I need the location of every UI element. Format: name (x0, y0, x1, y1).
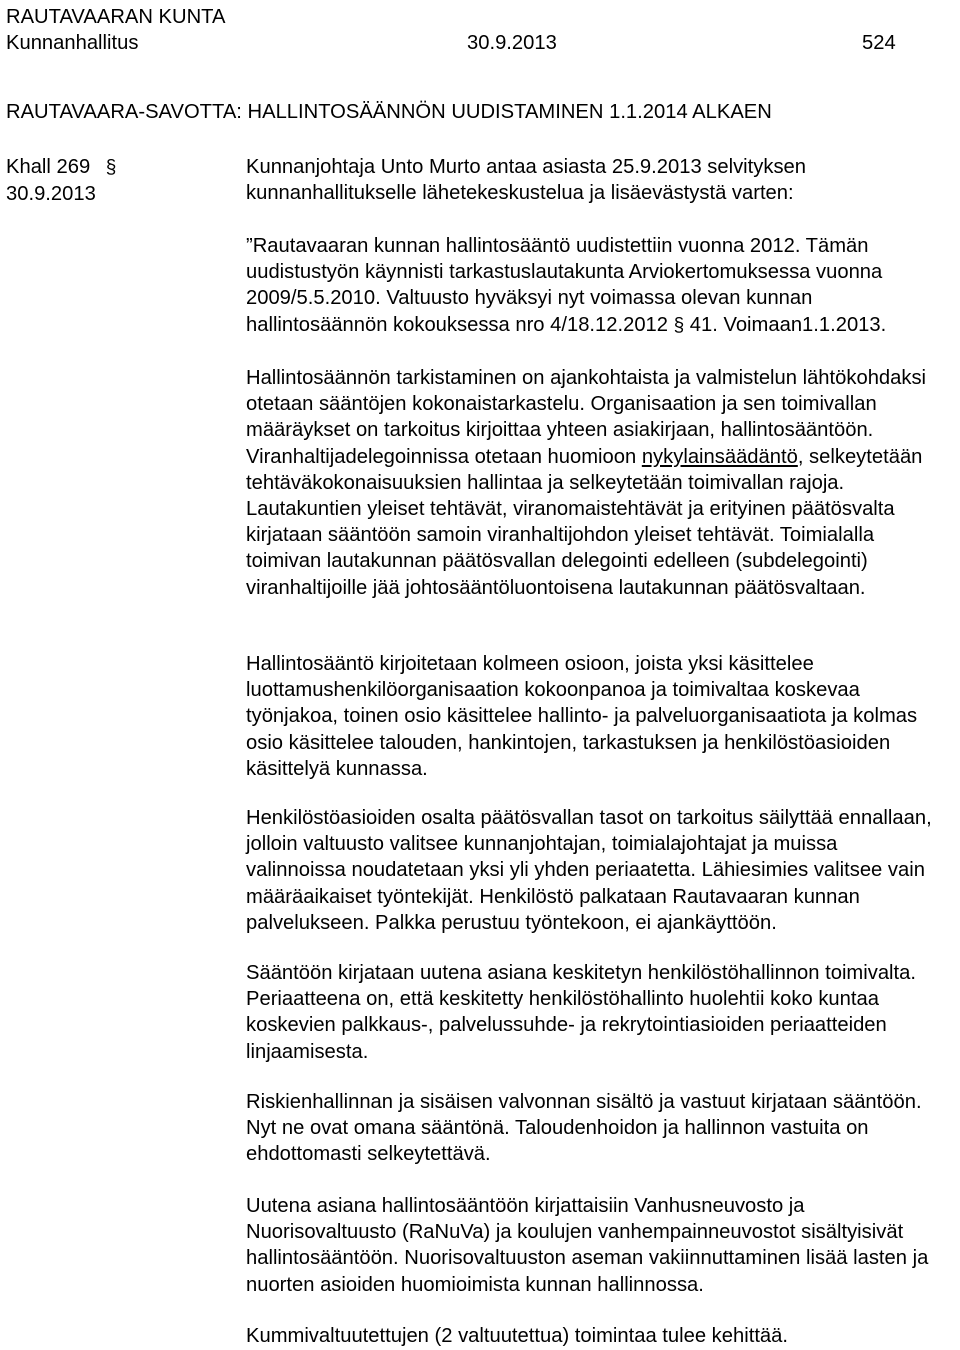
paragraph-1-main: ”Rautavaaran kunnan hallintosääntö uudistettiin vuonna 2012. Tämän uudistustyön käynnisti tarkastuslautakunta Arviokertomuksessa vuonna 2009/5.5.2010. Valtuusto hyväksyi nyt voimassa olevan kunnan hallintosäännön kokouksessa nro 4/18.12.2012 (246, 235, 883, 336)
paragraph-5-text: Sääntöön kirjataan uutena asiana keskitetyn henkilöstöhallinnon toimivalta. Periaatteena on, että keskitetty henkilöstöhallinto huolehtii koko kuntaa koskevien palkkaus-, palvelussuhde- ja rekrytointiasioiden periaatteiden linjaamisesta. (246, 962, 916, 1063)
paragraph-6 (246, 1089, 936, 1168)
paragraph-8 (246, 1323, 936, 1349)
org-name: RAUTAVAARAN KUNTA (6, 6, 226, 28)
item-date: 30.9.2013 (6, 183, 96, 205)
lead-paragraph: Kunnanjohtaja Unto Murto antaa asiasta 25.9.2013 selvityksen kunnanhallitukselle lähetekeskustelua ja lisäevästystä varten: (246, 156, 807, 204)
paragraph-1-text (246, 233, 936, 339)
paragraph-4 (246, 805, 936, 936)
paragraph-2-end: , selkeytetään tehtäväkokonaisuuksien hallintaa ja selkeytetään toimivallan rajoja. Lautakuntien yleiset tehtävät, viranomaistehtävät ja erityinen päätösvalta kirjataan sääntöön samoin viranhaltijohdon yleiset tehtävät. Toimialalla toimivan lautakunnan päätösvallan delegointi edelleen (subdelegointi) viranhaltijoille jää johtosääntöluontoisena lautakunnan päätösvaltaan. (246, 445, 923, 599)
paragraph-1-section-sign: § (673, 314, 685, 336)
paragraph-3 (246, 651, 936, 782)
paragraph-7 (246, 1193, 936, 1298)
item-ref-line (6, 154, 116, 181)
document-title: RAUTAVAARA-SAVOTTA: HALLINTOSÄÄNNÖN UUDISTAMINEN 1.1.2014 ALKAEN (6, 101, 772, 123)
page-number: 524 (862, 32, 896, 54)
paragraph-6-text: Riskienhallinnan ja sisäisen valvonnan sisältö ja vastuut kirjataan sääntöön. Nyt ne ovat omana sääntönä. Taloudenhoidon ja hallinnon vastuita on ehdottomasti selkeytettävä. (246, 1091, 922, 1166)
body-name: Kunnanhallitus (6, 32, 139, 54)
legislation-link[interactable]: nykylainsäädäntö (641, 445, 798, 468)
paragraph-1 (246, 233, 936, 339)
paragraph-5 (246, 960, 936, 1065)
header-date: 30.9.2013 (467, 32, 557, 54)
paragraph-7-text: Uutena asiana hallintosääntöön kirjattaisiin Vanhusneuvosto ja Nuorisovaltuusto (RaNuVa) ja koulujen vanhempainneuvostot sisältyisivät hallintosääntöön. Nuorisovaltuuston aseman vakiinnuttaminen lisää lasten ja nuorten asioiden huomioimista kunnan hallinnossa. (246, 1195, 929, 1296)
paragraph-2-start: Hallintosäännön tarkistaminen on ajankohtaista ja valmistelun lähtökohdaksi otetaan sääntöjen kokonaistarkastelu. Organisaation ja sen toimivallan määräykset on tarkoitus kirjoittaa yhteen asiakirjaan, hallintosääntöön. Viranhaltijadelegoinnissa otetaan huomioon (246, 367, 927, 468)
item-ref: Khall 269 (6, 156, 91, 178)
section-sign: § (105, 157, 117, 178)
item-meta (6, 154, 116, 207)
paragraph-3-text: Hallintosääntö kirjoitetaan kolmeen osioon, joista yksi käsittelee luottamushenkilöorganisaation kokoonpanoa ja toimivaltaa koskevaa työnjakoa, toinen osio käsittelee hallinto- ja palveluorganisaatiota ja kolmas osio käsittelee talouden, hankintojen, tarkastuksen ja henkilöstöasioiden käsittelyä kunnassa. (246, 653, 918, 780)
paragraph-4-text: Henkilöstöasioiden osalta päätösvallan tasot on tarkoitus säilyttää ennallaan, jolloin valtuusto valitsee kunnanjohtajan, toimialajohtajat ja muissa valinnoissa noudatetaan yksi yli yhden periaatetta. Lähiesimies valitsee vain määräaikaiset työntekijät. Henkilöstö palkataan Rautavaaran kunnan palvelukseen. Palkka perustuu työntekoon, ei ajankäyttöön. (246, 807, 932, 934)
paragraph-1-end: 41. Voimaan1.1.2013. (684, 313, 887, 336)
paragraph-2 (246, 365, 936, 601)
paragraph-8-text: Kummivaltuutettujen (2 valtuutettua) toimintaa tulee kehittää. (246, 1325, 788, 1347)
